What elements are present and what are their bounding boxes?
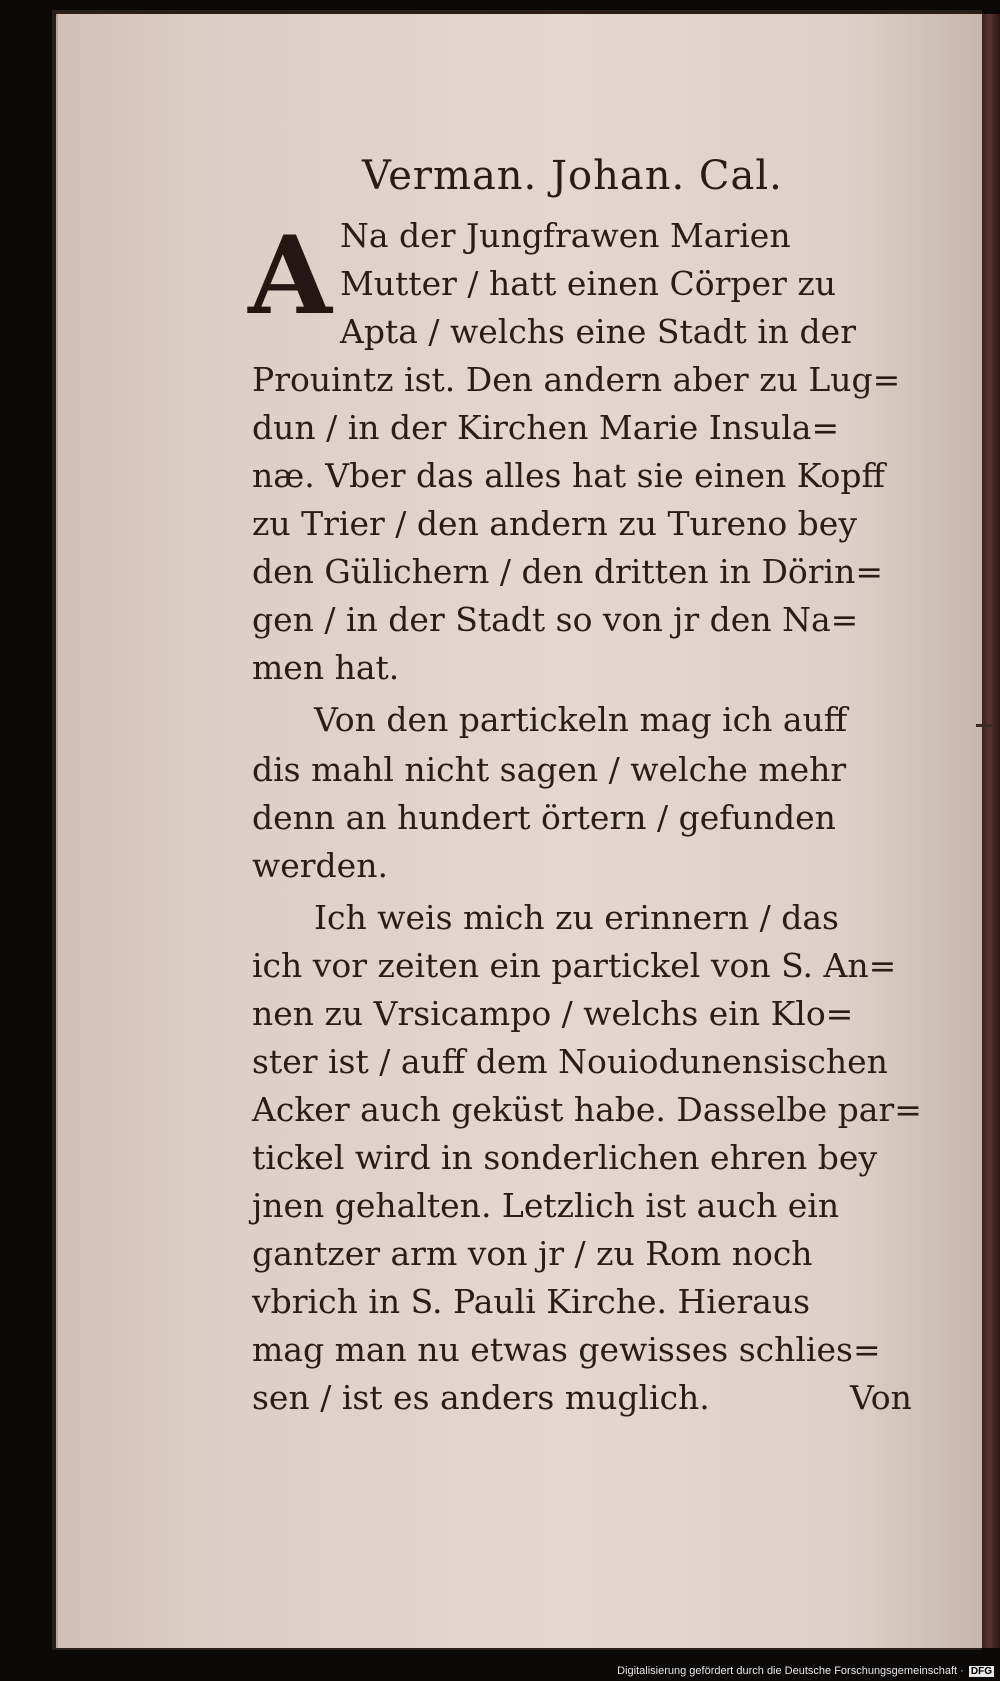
text-line: ich vor zeiten ein partickel von S. An= [252, 946, 897, 985]
text-line: Ich weis mich zu erinnern / das [314, 898, 839, 937]
text-line: Acker auch geküst habe. Dasselbe par= [252, 1090, 922, 1129]
catchword: Von [850, 1378, 912, 1417]
text-line: nen zu Vrsicampo / welchs ein Klo= [252, 994, 854, 1033]
running-head: Verman. Johan. Cal. [362, 153, 783, 199]
text-line: men hat. [252, 648, 400, 687]
text-line: jnen gehalten. Letzlich ist auch ein [252, 1186, 840, 1225]
text-line: vbrich in S. Pauli Kirche. Hieraus [252, 1282, 811, 1321]
text-line: Prouintz ist. Den andern aber zu Lug= [252, 360, 901, 399]
text-line: gen / in der Stadt so von jr den Na= [252, 600, 859, 639]
text-line: werden. [252, 846, 388, 885]
text-line: Mutter / hatt einen Cörper zu [340, 264, 836, 303]
text-line: Von den partickeln mag ich auff [314, 700, 848, 739]
book-binding-edge [982, 14, 1000, 1648]
text-line: gantzer arm von jr / zu Rom noch [252, 1234, 813, 1273]
text-line: Apta / welchs eine Stadt in der [340, 312, 856, 351]
text-line: ster ist / auff dem Nouiodunensischen [252, 1042, 888, 1081]
margin-mark [976, 724, 992, 727]
text-line: dun / in der Kirchen Marie Insula= [252, 408, 840, 447]
text-line: næ. Vber das alles hat sie einen Kopff [252, 456, 885, 495]
dfg-logo: DFG [970, 1666, 992, 1677]
text-line: denn an hundert örtern / gefunden [252, 798, 836, 837]
text-line: dis mahl nicht sagen / welche mehr [252, 750, 847, 789]
text-line: zu Trier / den andern zu Tureno bey [252, 504, 857, 543]
text-line: Na der Jungfrawen Marien [340, 216, 791, 255]
text-line: tickel wird in sonderlichen ehren bey [252, 1138, 878, 1177]
credit-text: Digitalisierung gefördert durch die Deutsche Forschungsgemeinschaft · [617, 1665, 964, 1677]
drop-cap-initial: A [248, 213, 332, 339]
text-line: sen / ist es anders muglich. [252, 1378, 710, 1417]
text-line: mag man nu etwas gewisses schlies= [252, 1330, 881, 1369]
text-line: den Gülichern / den dritten in Dörin= [252, 552, 884, 591]
digitization-credit [617, 1665, 994, 1677]
